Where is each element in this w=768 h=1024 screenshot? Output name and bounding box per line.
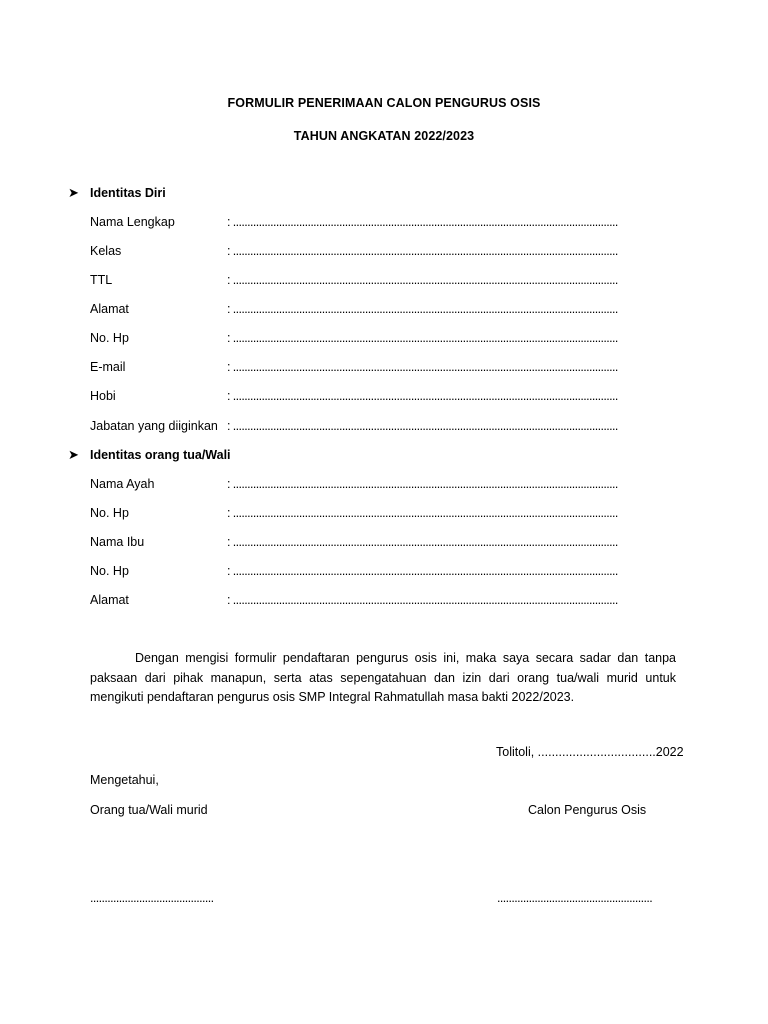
acknowledge-label: Mengetahui,: [90, 773, 159, 787]
field-fill-line[interactable]: : ......................................................................................................................................: [227, 593, 618, 607]
section-identitas-ortu: [68, 447, 231, 463]
field-fill-line[interactable]: : ......................................................................................................................................: [227, 360, 618, 374]
field-fill-line[interactable]: : ......................................................................................................................................: [227, 273, 618, 287]
parent-signature-label: Orang tua/Wali murid: [90, 803, 208, 817]
arrow-bullet-icon: ➤: [68, 447, 79, 462]
field-fill-line[interactable]: : ......................................................................................................................................: [227, 331, 618, 345]
field-fill-line[interactable]: : ......................................................................................................................................: [227, 389, 618, 403]
section-heading: Identitas Diri: [90, 186, 166, 200]
field-label: No. Hp: [90, 564, 129, 578]
field-label: Alamat: [90, 302, 129, 316]
field-fill-line[interactable]: : ......................................................................................................................................: [227, 419, 618, 433]
field-fill-line[interactable]: : ......................................................................................................................................: [227, 215, 618, 229]
field-label: TTL: [90, 273, 113, 287]
field-label: Hobi: [90, 389, 116, 403]
candidate-signature-line[interactable]: ......................................................: [497, 891, 653, 905]
field-fill-line[interactable]: : ......................................................................................................................................: [227, 564, 618, 578]
form-subtitle: TAHUN ANGKATAN 2022/2023: [293, 129, 475, 143]
field-fill-line[interactable]: : ......................................................................................................................................: [227, 302, 618, 316]
section-identitas-diri: [68, 185, 166, 201]
field-label: Kelas: [90, 244, 122, 258]
field-fill-line[interactable]: : ......................................................................................................................................: [227, 244, 618, 258]
place-date: Tolitoli, ..................................2022: [496, 745, 684, 759]
field-fill-line[interactable]: : ......................................................................................................................................: [227, 506, 618, 520]
field-label: Nama Ayah: [90, 477, 155, 491]
parent-signature-line[interactable]: ...........................................: [90, 891, 214, 905]
field-fill-line[interactable]: : ......................................................................................................................................: [227, 477, 618, 491]
field-label: Jabatan yang diiginkan: [90, 419, 218, 433]
arrow-bullet-icon: ➤: [68, 185, 79, 200]
statement-text: Dengan mengisi formulir pendaftaran pengurus osis ini, maka saya secara sadar dan tanpa paksaan dari pihak manapun, serta atas sepengatahuan dan izin dari orang tua/wali murid untuk mengikuti pendaftaran pengurus osis SMP Integral Rahmatullah masa bakti 2022/2023.: [90, 651, 676, 704]
field-label: Nama Ibu: [90, 535, 145, 549]
field-label: Alamat: [90, 593, 129, 607]
section-heading: Identitas orang tua/Wali: [90, 448, 231, 462]
form-title: FORMULIR PENERIMAAN CALON PENGURUS OSIS: [227, 96, 541, 110]
field-label: No. Hp: [90, 506, 129, 520]
statement-paragraph: [90, 649, 676, 708]
candidate-signature-label: Calon Pengurus Osis: [528, 803, 647, 817]
field-label: E-mail: [90, 360, 126, 374]
field-label: Nama Lengkap: [90, 215, 175, 229]
field-fill-line[interactable]: : ......................................................................................................................................: [227, 535, 618, 549]
field-label: No. Hp: [90, 331, 129, 345]
